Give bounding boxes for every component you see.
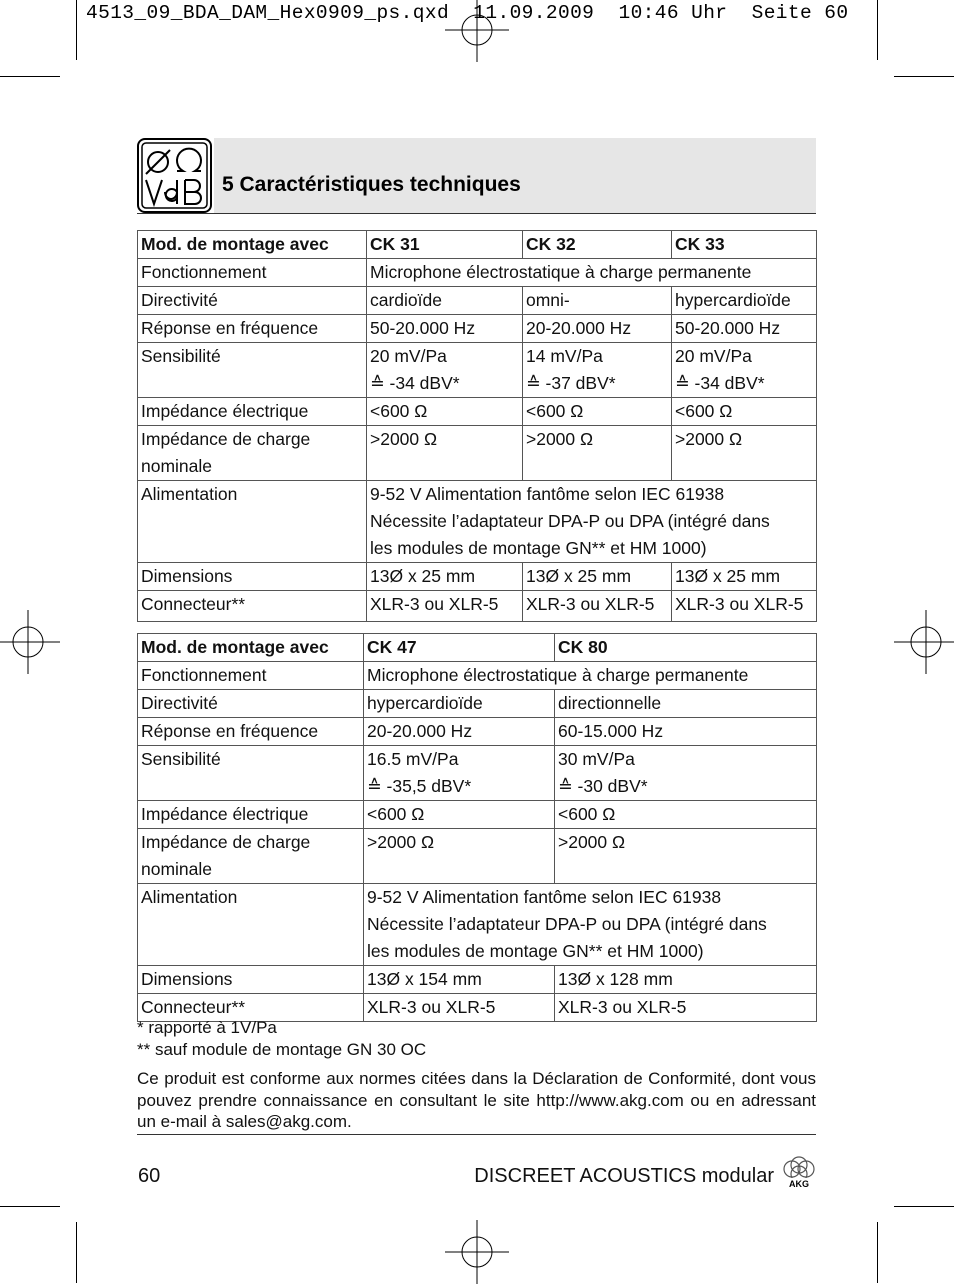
- table-row: [138, 591, 817, 622]
- row-label: [138, 829, 364, 884]
- table-row: [138, 662, 817, 690]
- table-cell: [367, 481, 817, 563]
- crop-mark: [877, 0, 878, 60]
- table-row: [138, 966, 817, 994]
- table-header-cell: Mod. de montage avec: [138, 231, 367, 259]
- table-cell: [523, 343, 672, 398]
- cell-line: Nécessite l’adaptateur DPA-P ou DPA (intégré dans: [370, 511, 770, 531]
- cell-line: 16.5 mV/Pa: [367, 749, 459, 769]
- table-row: [138, 746, 817, 801]
- table-row: [138, 563, 817, 591]
- row-label: Connecteur**: [138, 591, 367, 622]
- registration-mark-icon: [445, 0, 509, 62]
- table-header-cell: Mod. de montage avec: [138, 634, 364, 662]
- table-cell: >2000 Ω: [523, 426, 672, 481]
- divider: [137, 213, 816, 214]
- cell-line: 20 mV/Pa: [675, 346, 752, 366]
- divider: [137, 1134, 816, 1135]
- footnotes: [137, 1017, 816, 1061]
- cell-line: les modules de montage GN** et HM 1000): [367, 941, 704, 961]
- cell-line: ≙ -30 dBV*: [558, 776, 648, 796]
- table-row: [138, 801, 817, 829]
- row-label: Fonctionnement: [138, 662, 364, 690]
- footnote: ** sauf module de montage GN 30 OC: [137, 1040, 427, 1059]
- table-cell: XLR-3 ou XLR-5: [523, 591, 672, 622]
- table-cell: 13Ø x 25 mm: [672, 563, 817, 591]
- cell-line: 30 mV/Pa: [558, 749, 635, 769]
- akg-logo-text: AKG: [789, 1179, 809, 1189]
- row-label: [138, 426, 367, 481]
- footer-product-name: DISCREET ACOUSTICS modular: [474, 1165, 774, 1187]
- table-header-cell: CK 32: [523, 231, 672, 259]
- table-cell: 60-15.000 Hz: [555, 718, 817, 746]
- table-cell: 13Ø x 25 mm: [523, 563, 672, 591]
- cell-line: 20 mV/Pa: [370, 346, 447, 366]
- cell-line: 14 mV/Pa: [526, 346, 603, 366]
- table-cell: <600 Ω: [364, 801, 555, 829]
- crop-mark: [0, 1206, 60, 1207]
- table-cell: [364, 884, 817, 966]
- cell-line: Impédance de charge: [141, 429, 311, 449]
- table-cell: 13Ø x 154 mm: [364, 966, 555, 994]
- table-header-cell: CK 33: [672, 231, 817, 259]
- table-cell: Microphone électrostatique à charge permanente: [364, 662, 817, 690]
- table-header-cell: CK 80: [555, 634, 817, 662]
- crop-mark: [894, 76, 954, 77]
- table-cell: 50-20.000 Hz: [672, 315, 817, 343]
- table-header-cell: CK 31: [367, 231, 523, 259]
- table-cell: <600 Ω: [555, 801, 817, 829]
- page-number: 60: [138, 1165, 161, 1187]
- table-cell: XLR-3 ou XLR-5: [364, 994, 555, 1022]
- row-label: Dimensions: [138, 563, 367, 591]
- row-label: Réponse en fréquence: [138, 718, 364, 746]
- table-row: [138, 481, 817, 563]
- table-header-cell: CK 47: [364, 634, 555, 662]
- table-cell: 50-20.000 Hz: [367, 315, 523, 343]
- table-cell: >2000 Ω: [672, 426, 817, 481]
- table-cell: directionnelle: [555, 690, 817, 718]
- table-cell: >2000 Ω: [364, 829, 555, 884]
- table-row: [138, 718, 817, 746]
- table-cell: 13Ø x 128 mm: [555, 966, 817, 994]
- table-row: [138, 398, 817, 426]
- table-cell: <600 Ω: [523, 398, 672, 426]
- table-row: [138, 829, 817, 884]
- crop-mark: [76, 0, 77, 60]
- cell-line: ≙ -37 dBV*: [526, 373, 616, 393]
- table-cell: hypercardioïde: [364, 690, 555, 718]
- table-row: [138, 315, 817, 343]
- spec-table-ck31-ck33: [137, 230, 817, 622]
- table-cell: <600 Ω: [367, 398, 523, 426]
- table-cell: cardioïde: [367, 287, 523, 315]
- row-label: Impédance électrique: [138, 801, 364, 829]
- akg-logo-icon: [780, 1156, 818, 1190]
- table-header-row: [138, 634, 817, 662]
- row-label: Réponse en fréquence: [138, 315, 367, 343]
- footnote: * rapporté à 1V/Pa: [137, 1018, 277, 1037]
- table-cell: >2000 Ω: [555, 829, 817, 884]
- table-cell: [367, 343, 523, 398]
- row-label: Directivité: [138, 690, 364, 718]
- table-header-row: [138, 231, 817, 259]
- table-row: [138, 690, 817, 718]
- registration-mark-icon: [445, 1220, 509, 1284]
- row-label: Impédance électrique: [138, 398, 367, 426]
- table-row: [138, 287, 817, 315]
- table-cell: omni-: [523, 287, 672, 315]
- section-title: 5 Caractéristiques techniques: [222, 173, 521, 196]
- cell-line: 9-52 V Alimentation fantôme selon IEC 61938: [367, 887, 722, 907]
- table-row: [138, 884, 817, 966]
- row-label: Sensibilité: [138, 746, 364, 801]
- row-label: Connecteur**: [138, 994, 364, 1022]
- cell-line: ≙ -35,5 dBV*: [367, 776, 472, 796]
- row-label: Alimentation: [138, 884, 364, 966]
- table-row: [138, 426, 817, 481]
- cell-line: nominale: [141, 456, 213, 476]
- row-label: Sensibilité: [138, 343, 367, 398]
- cell-line: nominale: [141, 859, 213, 879]
- spec-table-ck47-ck80: [137, 633, 817, 1022]
- crop-mark: [0, 76, 60, 77]
- table-cell: XLR-3 ou XLR-5: [367, 591, 523, 622]
- cell-line: Impédance de charge: [141, 832, 311, 852]
- table-cell: >2000 Ω: [367, 426, 523, 481]
- row-label: Fonctionnement: [138, 259, 367, 287]
- cell-line: ≙ -34 dBV*: [370, 373, 460, 393]
- table-row: [138, 343, 817, 398]
- table-cell: [555, 746, 817, 801]
- cell-line: 9-52 V Alimentation fantôme selon IEC 61938: [370, 484, 725, 504]
- cell-line: Nécessite l’adaptateur DPA-P ou DPA (intégré dans: [367, 914, 767, 934]
- crop-mark: [894, 1206, 954, 1207]
- registration-mark-icon: [894, 610, 954, 674]
- cell-line: ≙ -34 dBV*: [675, 373, 765, 393]
- registration-mark-icon: [0, 610, 60, 674]
- conformity-paragraph: Ce produit est conforme aux normes citées dans la Déclaration de Conformité, dont vous pouvez prendre connaissance en consultant le site http://www.akg.com ou en adressant un e-mail à sales@akg.com.: [137, 1069, 816, 1131]
- crop-mark: [877, 1222, 878, 1283]
- table-row: [138, 259, 817, 287]
- table-cell: Microphone électrostatique à charge permanente: [367, 259, 817, 287]
- cell-line: les modules de montage GN** et HM 1000): [370, 538, 707, 558]
- ovdb-logo-icon: [137, 138, 212, 213]
- table-cell: <600 Ω: [672, 398, 817, 426]
- table-cell: hypercardioïde: [672, 287, 817, 315]
- row-label: Directivité: [138, 287, 367, 315]
- crop-mark: [76, 1222, 77, 1283]
- table-cell: [364, 746, 555, 801]
- table-cell: [672, 343, 817, 398]
- table-cell: 13Ø x 25 mm: [367, 563, 523, 591]
- print-slug-line: 4513_09_BDA_DAM_Hex0909_ps.qxd 11.09.2009 10:46 Uhr Seite 60: [86, 2, 849, 24]
- table-cell: XLR-3 ou XLR-5: [672, 591, 817, 622]
- row-label: Dimensions: [138, 966, 364, 994]
- table-cell: 20-20.000 Hz: [364, 718, 555, 746]
- row-label: Alimentation: [138, 481, 367, 563]
- table-cell: XLR-3 ou XLR-5: [555, 994, 817, 1022]
- table-cell: 20-20.000 Hz: [523, 315, 672, 343]
